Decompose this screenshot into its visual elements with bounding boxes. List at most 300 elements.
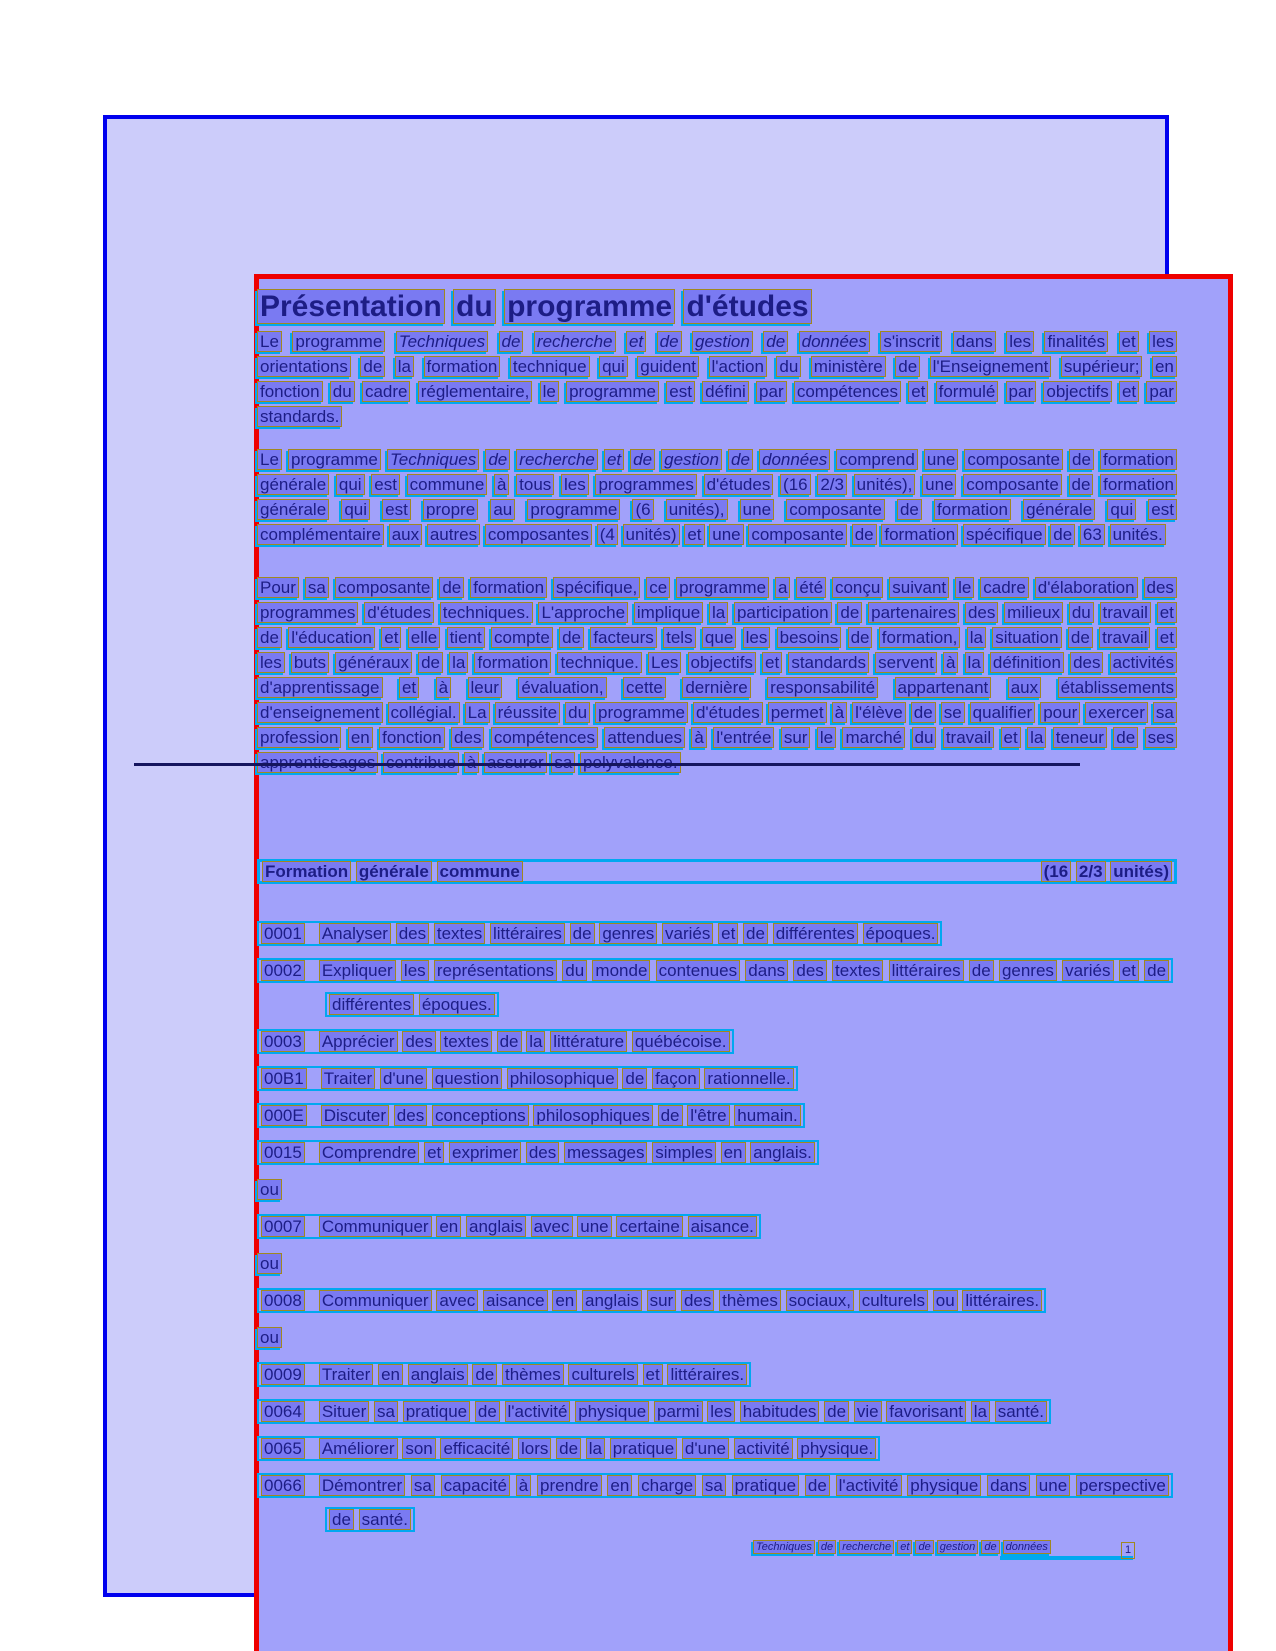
footer-underline [1000, 1556, 1133, 1560]
word-box: pratique [610, 1438, 677, 1459]
word-box: composante [335, 577, 434, 598]
word-box: textes [434, 923, 485, 944]
word-box: activités [1110, 652, 1177, 673]
word-box: de [897, 499, 922, 520]
word-box: est [1148, 499, 1177, 520]
word-box: Pour [257, 577, 299, 598]
word-box: les [561, 474, 589, 495]
course-row [257, 1062, 1177, 1096]
word-box: réglementaire, [418, 381, 533, 402]
word-box: une [1036, 1475, 1070, 1496]
word-box: attendues [604, 727, 685, 748]
word-box: physique. [797, 1438, 876, 1459]
line-box [257, 1288, 1046, 1313]
word-box: pratique [403, 1401, 470, 1422]
word-box: l'entrée [713, 727, 774, 748]
word-box: et [399, 677, 419, 698]
word-box: standards. [257, 406, 342, 427]
word-box: anglais [582, 1290, 642, 1311]
word-box: programmes [595, 474, 696, 495]
word-box: se [941, 702, 965, 723]
word-box: composante [748, 524, 847, 545]
word-box: des [1144, 577, 1177, 598]
course-code: 00B1 [261, 1068, 307, 1089]
paragraph [257, 447, 1177, 547]
word-box: de [911, 702, 936, 723]
word-box: Formation [262, 861, 351, 882]
word-box: buts [291, 652, 329, 673]
word-box: des [793, 960, 826, 981]
word-box: s'inscrit [880, 331, 942, 352]
word-box: qualifier [970, 702, 1036, 723]
word-box: programme [504, 289, 675, 324]
word-box: qui [599, 356, 628, 377]
word-box: au [490, 499, 515, 520]
word-box: situation [992, 627, 1061, 648]
word-box: objectifs [688, 652, 756, 673]
word-box: à [436, 677, 451, 698]
word-box: travail [943, 727, 994, 748]
word-box: et [626, 331, 646, 352]
word-box: programme [676, 577, 769, 598]
word-box: de [1068, 627, 1093, 648]
word-box: 2/3 [817, 474, 847, 495]
word-box: la [1027, 727, 1046, 748]
word-box: sa [1153, 702, 1177, 723]
word-box: question [432, 1068, 502, 1089]
word-box: de [485, 449, 510, 470]
word-box: qui [341, 499, 370, 520]
word-box: thèmes [719, 1290, 781, 1311]
course-row [257, 1210, 1177, 1244]
word-box: guident [637, 356, 699, 377]
word-box: Présentation [257, 289, 445, 324]
word-box: simples [652, 1142, 716, 1163]
word-box: données [1003, 1540, 1051, 1554]
word-box: d'enseignement [257, 702, 383, 723]
word-box: composante [786, 499, 885, 520]
word-box: en [1152, 356, 1177, 377]
word-box: conceptions [432, 1105, 529, 1126]
word-box: différentes [773, 923, 858, 944]
word-box: qui [336, 474, 365, 495]
line-box [257, 1436, 880, 1461]
word-box: littéraires. [962, 1290, 1042, 1311]
word-box: l'éducation [288, 627, 375, 648]
word-box: appartenant [895, 677, 992, 698]
word-box: habitudes [740, 1401, 820, 1422]
word-box: de [895, 356, 920, 377]
word-box: lors [518, 1438, 551, 1459]
word-box: la [965, 652, 984, 673]
word-box: de [475, 1401, 500, 1422]
word-box: de [622, 1068, 647, 1089]
word-box: et [381, 627, 401, 648]
word-box: besoins [777, 627, 842, 648]
word-box: à [943, 652, 958, 673]
word-box: Expliquer [319, 960, 396, 981]
word-box: de [805, 1475, 830, 1496]
word-box: est [382, 499, 411, 520]
word-box: culturels [568, 1364, 637, 1385]
word-box: et [1157, 627, 1177, 648]
word-box: programme [566, 381, 659, 402]
word-box: programme [292, 331, 385, 352]
word-box: pratique [732, 1475, 799, 1496]
word-box: tels [663, 627, 695, 648]
word-box: suivant [889, 577, 949, 598]
word-box: capacité [441, 1475, 510, 1496]
word-box: sociaux, [786, 1290, 854, 1311]
word-box: supérieur; [1061, 356, 1143, 377]
word-box: l'être [687, 1105, 729, 1126]
section-heading-row [257, 859, 1177, 884]
word-box: et [643, 1364, 663, 1385]
word-box: genres [999, 960, 1057, 981]
word-box: contenues [656, 960, 740, 981]
word-box: générale [257, 474, 329, 495]
word-box: une [709, 524, 743, 545]
word-box: composante [964, 449, 1063, 470]
word-box: les [401, 960, 429, 981]
line-box [257, 1140, 819, 1165]
word-box: gestion [661, 449, 722, 470]
word-box: de [1069, 474, 1094, 495]
word-box: québécoise. [632, 1031, 730, 1052]
word-box: genres [599, 923, 657, 944]
word-box: Communiquer [319, 1290, 432, 1311]
word-box: santé. [995, 1401, 1047, 1422]
word-box: à [516, 1475, 531, 1496]
word-box: sa [374, 1401, 398, 1422]
word-box: littéraires. [667, 1364, 747, 1385]
word-box: époques. [419, 994, 495, 1015]
word-box: sur [781, 727, 811, 748]
word-box: Comprendre [319, 1142, 420, 1163]
word-box: (16 [1041, 861, 1072, 882]
word-box: Discuter [321, 1105, 389, 1126]
word-box: la [967, 627, 986, 648]
word-box: anglais. [750, 1142, 815, 1163]
word-box: d'études [704, 474, 774, 495]
word-box: la [971, 1401, 990, 1422]
word-box: que [702, 627, 736, 648]
word-box: humain. [734, 1105, 800, 1126]
word-box: les [1149, 331, 1177, 352]
word-box: une [924, 449, 958, 470]
word-box: d'études [364, 602, 434, 623]
word-box: des [526, 1142, 559, 1163]
word-box: activité [734, 1438, 793, 1459]
word-box: aux [389, 524, 422, 545]
word-box: unités), [666, 499, 728, 520]
course-code: 0015 [261, 1142, 305, 1163]
word-box: de [824, 1401, 849, 1422]
word-box: technique [510, 356, 590, 377]
word-box: formation [934, 499, 1011, 520]
word-box: formulé [936, 381, 999, 402]
word-box: Traiter [319, 1364, 374, 1385]
word-box: physique [575, 1401, 649, 1422]
word-box: anglais [466, 1216, 526, 1237]
word-box: des [1070, 652, 1103, 673]
word-box: de [1050, 524, 1075, 545]
word-box: unités), [854, 474, 916, 495]
word-box: physique [907, 1475, 981, 1496]
word-box: sa [305, 577, 329, 598]
word-box: facteurs [590, 627, 656, 648]
word-box: messages [564, 1142, 647, 1163]
word-box: son [402, 1438, 435, 1459]
word-box: partenaires [868, 602, 959, 623]
word-box: standards [788, 652, 869, 673]
word-box: les [743, 627, 771, 648]
word-box: formation [1100, 449, 1177, 470]
word-box: exercer [1085, 702, 1148, 723]
word-box: définition [990, 652, 1064, 673]
word-box: conçu [832, 577, 883, 598]
course-row [257, 1432, 1177, 1466]
word-box: la [586, 1438, 605, 1459]
word-box: teneur [1053, 727, 1107, 748]
word-box: et [1119, 331, 1139, 352]
word-box: ou [933, 1290, 958, 1311]
word-box: propre [423, 499, 478, 520]
word-box: complémentaire [257, 524, 384, 545]
word-box: d'apprentissage [257, 677, 383, 698]
word-box: exprimer [449, 1142, 521, 1163]
word-box: La [465, 702, 490, 723]
word-box: recherche [839, 1540, 894, 1554]
word-box: défini [702, 381, 749, 402]
line-box [257, 1066, 798, 1091]
course-code: 0007 [261, 1216, 305, 1237]
word-box: à [832, 702, 847, 723]
word-box: des [402, 1031, 435, 1052]
course-code: 0001 [261, 923, 305, 944]
word-box: l'activité [505, 1401, 571, 1422]
course-list [257, 917, 1177, 1540]
word-box: Apprécier [319, 1031, 398, 1052]
word-box: finalités [1044, 331, 1108, 352]
course-code: 0003 [261, 1031, 305, 1052]
line-box [257, 921, 942, 946]
word-box: de [1113, 727, 1138, 748]
course-row [257, 1284, 1177, 1318]
word-box: unités) [623, 524, 680, 545]
word-box: du [562, 960, 587, 981]
word-box: est [371, 474, 400, 495]
word-box: de [499, 331, 524, 352]
word-box: profession [257, 727, 341, 748]
word-box: l'Enseignement [930, 356, 1052, 377]
word-box: objectifs [1043, 381, 1111, 402]
word-box: programme [527, 499, 620, 520]
word-box: du [453, 289, 496, 324]
word-box: été [796, 577, 826, 598]
word-box: du [1069, 602, 1094, 623]
word-box: époques. [863, 923, 939, 944]
word-box: unités) [1110, 861, 1172, 882]
word-box: de [657, 331, 682, 352]
word-box: de [763, 331, 788, 352]
word-box: formation [470, 577, 547, 598]
page-title [257, 287, 1197, 327]
word-box: ou [257, 1179, 282, 1200]
course-code: 0008 [261, 1290, 305, 1311]
line-box [257, 1362, 751, 1387]
word-box: qui [1107, 499, 1136, 520]
word-box: efficacité [440, 1438, 513, 1459]
word-box: thèmes [502, 1364, 564, 1385]
word-box: travail [1100, 602, 1151, 623]
word-box: Améliorer [319, 1438, 398, 1459]
word-box: textes [832, 960, 883, 981]
word-box: des [396, 923, 429, 944]
word-box: Communiquer [319, 1216, 432, 1237]
word-box: servent [875, 652, 937, 673]
connector-row [257, 1247, 1177, 1281]
section-units [1041, 862, 1172, 882]
word-box: compétences [794, 381, 901, 402]
footer-title [753, 1540, 1093, 1555]
word-box: d'une [380, 1068, 427, 1089]
word-box: de [818, 1540, 836, 1554]
word-box: programme [288, 449, 381, 470]
word-box: des [681, 1290, 714, 1311]
paragraph [257, 329, 1177, 429]
word-box: par [1146, 381, 1177, 402]
word-box: du [912, 727, 937, 748]
word-box: aisance. [688, 1216, 757, 1237]
word-box: charge [638, 1475, 696, 1496]
word-box: et [684, 524, 704, 545]
word-box: réussite [495, 702, 561, 723]
word-box: du [565, 702, 590, 723]
page-number: 1 [1121, 1542, 1135, 1559]
word-box: philosophique [507, 1068, 618, 1089]
word-box: en [348, 727, 373, 748]
word-box: Les [648, 652, 681, 673]
word-box: l'activité [836, 1475, 902, 1496]
word-box: variés [662, 923, 713, 944]
word-box: ou [257, 1253, 282, 1274]
word-box: établissements [1058, 677, 1177, 698]
word-box: Situer [319, 1401, 369, 1422]
word-box: travail [1099, 627, 1150, 648]
word-box: de [728, 449, 753, 470]
course-row [257, 1025, 1177, 1059]
word-box: sa [702, 1475, 726, 1496]
word-box: l'élève [852, 702, 906, 723]
word-box: données [799, 331, 870, 352]
word-box: Analyser [319, 923, 391, 944]
word-box: parmi [654, 1401, 703, 1422]
word-box: des [965, 602, 998, 623]
word-box: spécifique [963, 524, 1046, 545]
course-code: 0065 [261, 1438, 305, 1459]
word-box: formation [424, 356, 501, 377]
word-box: en [607, 1475, 632, 1496]
word-box: de [570, 923, 595, 944]
word-box: du [330, 381, 355, 402]
word-box: de [257, 627, 282, 648]
word-box: en [721, 1142, 746, 1163]
word-box: cadre [980, 577, 1029, 598]
word-box: données [759, 449, 830, 470]
word-box: le [817, 727, 836, 748]
word-box: de [360, 356, 385, 377]
word-box: d'études [683, 289, 811, 324]
course-row [257, 917, 1177, 951]
word-box: le [540, 381, 559, 402]
word-box: d'une [682, 1438, 729, 1459]
course-row [257, 1395, 1177, 1429]
word-box: de [472, 1364, 497, 1385]
word-box: en [378, 1364, 403, 1385]
word-box: la [526, 1031, 545, 1052]
word-box: de [556, 1438, 581, 1459]
word-box: différentes [329, 994, 414, 1015]
word-box: de [559, 627, 584, 648]
word-box: fonction [379, 727, 445, 748]
connector-row [257, 1321, 1177, 1355]
word-box: et [1119, 960, 1139, 981]
word-box: aisance [483, 1290, 548, 1311]
word-box: unités. [1110, 524, 1166, 545]
word-box: par [756, 381, 787, 402]
word-box: a [775, 577, 790, 598]
word-box: de [837, 602, 862, 623]
word-box: de [848, 627, 873, 648]
word-box: et [1001, 727, 1021, 748]
word-box: généraux [335, 652, 412, 673]
word-box: de [743, 923, 768, 944]
line-box [257, 1214, 761, 1239]
word-box: formation, [879, 627, 961, 648]
word-box: formation [1100, 474, 1177, 495]
paragraph [257, 575, 1177, 775]
course-code: 0002 [261, 960, 305, 981]
line-box [257, 1399, 1051, 1424]
connector-row [257, 1173, 1177, 1207]
word-box: Techniques [396, 331, 488, 352]
word-box: et [1157, 602, 1177, 623]
word-box: variés [1062, 960, 1113, 981]
word-box: évaluation, [518, 677, 606, 698]
word-box: orientations [257, 356, 351, 377]
word-box: littérature [550, 1031, 627, 1052]
word-box: philosophiques [533, 1105, 652, 1126]
word-box: générale [1023, 499, 1095, 520]
word-box: de [418, 652, 443, 673]
word-box: avec [436, 1290, 478, 1311]
course-row [257, 1469, 1177, 1537]
word-box: programme [595, 702, 688, 723]
section-heading [262, 862, 523, 882]
line-box [257, 1473, 1173, 1532]
word-box: en [552, 1290, 577, 1311]
word-box: dans [953, 331, 996, 352]
word-box: marché [842, 727, 905, 748]
word-box: et [1119, 381, 1139, 402]
word-box: programmes [257, 602, 358, 623]
word-box: recherche [516, 449, 598, 470]
word-box: la [395, 356, 414, 377]
word-box: d'élaboration [1035, 577, 1138, 598]
word-box: Le [257, 449, 282, 470]
word-box: (16 [780, 474, 811, 495]
